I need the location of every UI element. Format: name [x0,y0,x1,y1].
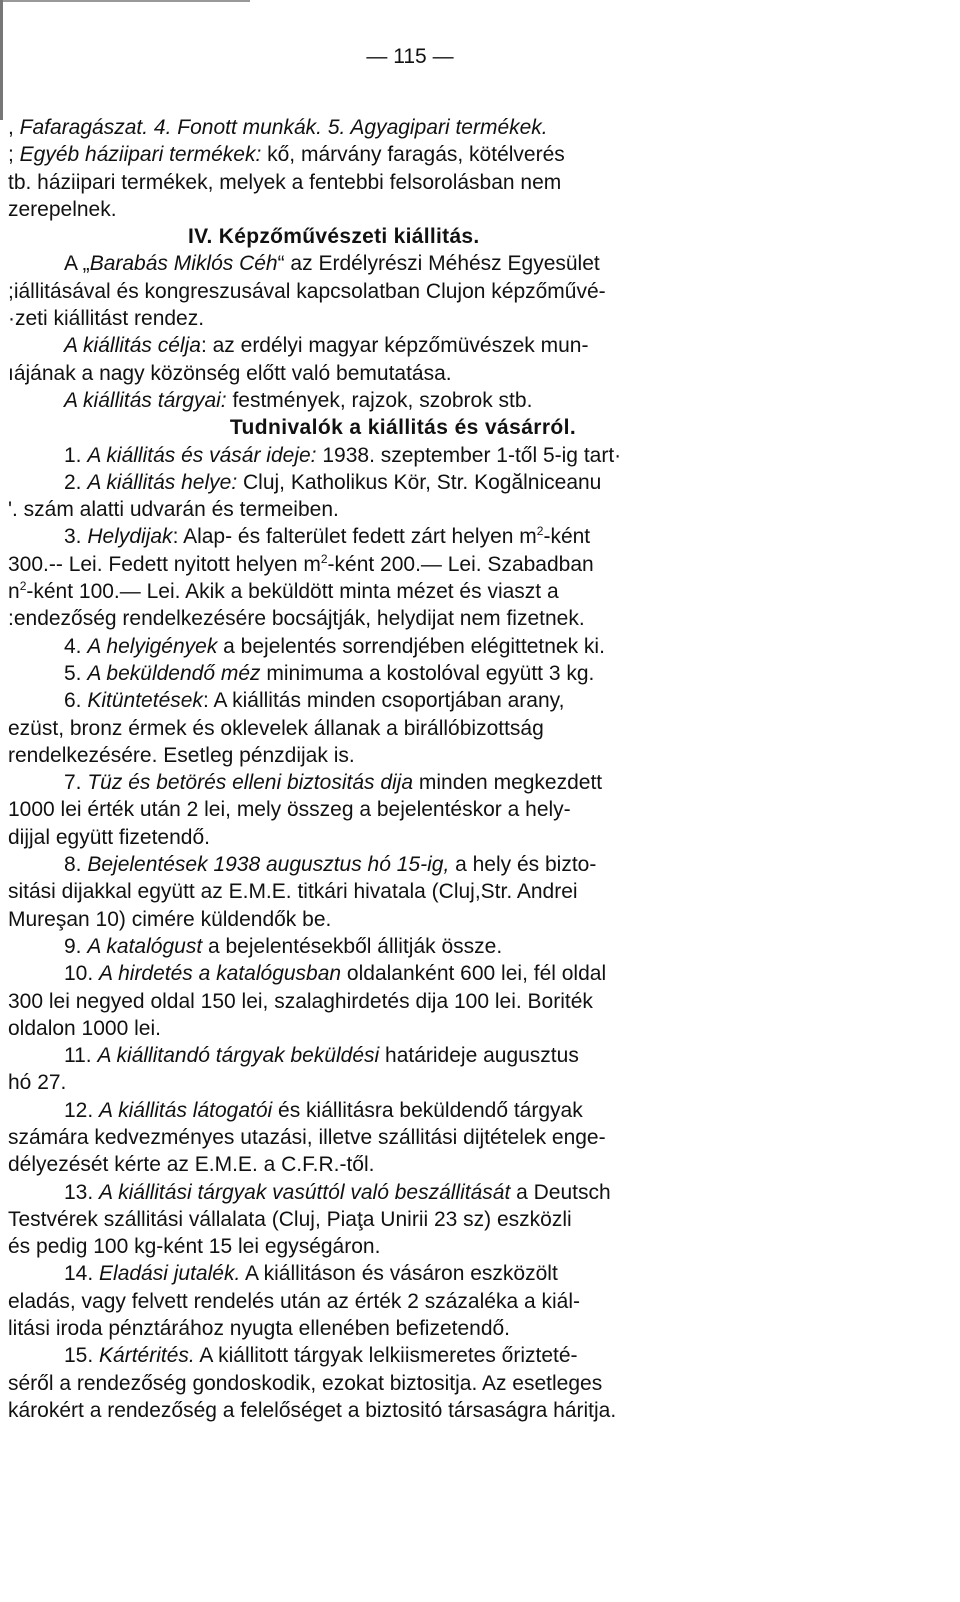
text-line [8,742,798,769]
text-span: tb. háziipari termékek, melyek a fentebbi felsorolásban nem [8,170,562,194]
text-span: és pedig 100 kg-ként 15 lei egységáron. [8,1235,381,1259]
italic-text: A kiállitás és vásár ideje: [87,443,317,467]
text-line [8,1124,798,1151]
document-body [8,114,798,1424]
text-span: 4. [64,634,88,658]
text-span: , [8,116,20,139]
text-span: 14. [64,1262,100,1286]
text-span: 12. [64,1098,100,1122]
text-span: a hely és bizto- [449,853,597,877]
text-line [8,769,798,796]
text-line [8,360,798,387]
text-span: 11. [64,1044,98,1068]
text-span: a bejelentésekből állitják össze. [202,934,503,958]
text-line [8,824,798,851]
text-span: eladás, vagy felvett rendelés után az érték 2 százaléka a kiál- [8,1289,580,1313]
italic-text: Eladási jutalék. [99,1262,241,1286]
text-span: 1938. szeptember 1-től 5-ig tart· [316,443,622,467]
italic-text: A helyigények [87,634,218,658]
text-span: 7. [64,771,88,795]
italic-text: Kitüntetések [87,689,203,713]
text-line [8,851,798,878]
text-span: 5. [64,661,88,685]
italic-text: A kiállitandó tárgyak beküldési [97,1044,380,1068]
text-span: Cluj, Katholikus Kör, Str. Kogălniceanu [237,470,602,494]
scan-edge-top [0,0,250,2]
text-line [8,196,798,223]
text-span: határideje augusztus [379,1044,579,1068]
text-span: a bejelentés sorrendjében elégittetnek ki. [217,634,605,658]
text-span: délyezését kérte az E.M.E. a C.F.R.-től. [8,1153,375,1177]
text-line [8,305,798,332]
text-span: '. szám alatti udvarán és termeiben. [8,498,339,522]
text-span: ;iállitásával és kongreszusával kapcsolatban Clujon képzőművé- [8,279,606,303]
text-line [8,114,798,141]
text-span: “ az Erdélyrészi Méhész Egyesület [277,252,600,276]
text-line [8,1315,798,1342]
text-line [8,605,798,632]
italic-text: A kiállitás tárgyai: [64,388,227,412]
italic-text: A beküldendő méz [87,661,261,685]
text-span: zerepelnek. [8,197,117,221]
text-line [8,387,798,414]
italic-text: A katalógust [87,934,203,958]
text-span: -ként [543,525,591,549]
italic-text: Kártérités. [99,1344,195,1368]
text-span: minden megkezdett [413,771,603,795]
italic-text: A kiállitás helye: [87,470,238,494]
text-span: 1. [64,443,88,467]
text-span: litási iroda pénztárához nyugta ellenében befizetendő. [8,1317,511,1341]
text-line [8,633,798,660]
text-line [8,715,798,742]
text-line [8,278,798,305]
text-line [8,332,798,359]
text-span: számára kedvezményes utazási, illetve szállitási dijtételek enge- [8,1125,606,1149]
text-span: 1000 lei érték után 2 lei, mely összeg a bejelentéskor a hely- [8,798,571,822]
text-span: 2. [64,470,88,494]
text-line [8,1069,798,1096]
text-line [8,1288,798,1315]
text-line [8,1042,798,1069]
text-span: oldalon 1000 lei. [8,1016,161,1040]
text-line [8,1342,798,1369]
text-line [8,988,798,1015]
text-span: 300.-- Lei. Fedett nyitott helyen m [8,552,321,576]
text-span: 15. [64,1344,100,1368]
page-number: — 115 — [366,45,454,68]
text-span: -ként 100.— Lei. Akik a beküldött minta mézet és viaszt a [26,580,559,604]
text-line [8,1233,798,1260]
text-line [8,687,798,714]
text-span: dijjal együtt fizetendő. [8,825,210,849]
text-line [8,796,798,823]
italic-text: A kiállitás látogatói [99,1098,273,1122]
text-span: n [8,580,20,604]
text-line [8,1206,798,1233]
text-span: kő, márvány faragás, kötélverés [261,143,565,167]
text-span: : az erdélyi magyar képzőmüvészek mun- [200,334,589,358]
text-span: ·zeti kiállitást rendez. [8,307,205,331]
text-span: : A kiállitás minden csoportjában arany, [202,689,565,713]
superscript: 2 [320,551,328,566]
superscript: 2 [536,524,544,539]
text-line [8,960,798,987]
text-span: A kiállitott tárgyak lelkiismeretes őrizteté- [194,1344,578,1368]
text-span: A kiállitáson és vásáron eszközölt [240,1262,558,1286]
italic-text: Bejelentések 1938 augusztus hó 15-ig, [87,853,450,877]
superscript: 2 [19,579,27,594]
italic-text: Fafaragászat. 4. Fonott munkák. 5. Agyagipari termékek. [19,116,548,139]
text-span: sitási dijakkal együtt az E.M.E. titkári hivatala (Cluj,Str. Andrei [8,880,578,904]
text-line [8,878,798,905]
text-span: : Alap- és falterület fedett zárt helyen m [172,525,537,549]
text-span: 10. [64,962,100,986]
text-line [8,1179,798,1206]
text-line [8,469,798,496]
text-line [8,1151,798,1178]
text-line [8,1397,798,1424]
section-heading [8,414,798,441]
text-span: 13. [64,1180,100,1204]
text-span: ıájának a nagy közönség előtt való bemutatása. [8,361,452,385]
text-span: rendelkezésére. Esetleg pénzdijak is. [8,743,355,767]
text-span: A „ [64,252,90,276]
italic-text: Barabás Miklós Céh [89,252,278,276]
text-span: a Deutsch [510,1180,611,1204]
text-line [8,496,798,523]
text-span: Testvérek szállitási vállalata (Cluj, Piaţa Unirii 23 sz) eszközli [8,1207,572,1231]
text-span: 8. [64,853,88,877]
text-line [8,523,798,550]
text-line [8,578,798,605]
italic-text: A hirdetés a katalógusban [99,962,342,986]
italic-text: A kiállitás célja [64,334,201,358]
text-line [8,906,798,933]
text-line [8,1097,798,1124]
text-line [8,442,798,469]
text-span: hó 27. [8,1071,67,1095]
text-span: IV. Képzőművészeti kiállitás. [188,225,480,249]
text-line [8,933,798,960]
text-span: séről a rendezőség gondoskodik, ezokat biztositja. Az esetleges [8,1371,603,1395]
text-span: minimuma a kostolóval együtt 3 kg. [260,661,595,685]
text-line [8,551,798,578]
text-span: 3. [64,525,88,549]
text-line [8,1370,798,1397]
section-heading [8,223,798,250]
text-span: 300 lei negyed oldal 150 lei, szalaghirdetés dija 100 lei. Boriték [8,989,593,1013]
italic-text: Helydijak [87,525,173,549]
text-span: és kiállitásra beküldendő tárgyak [272,1098,583,1122]
text-span: :endezőség rendelkezésére bocsájtják, helydijat nem fizetnek. [8,607,585,631]
text-span: Mureşan 10) cimére küldendők be. [8,907,332,931]
text-line [8,660,798,687]
text-span: oldalanként 600 lei, fél oldal [341,962,607,986]
italic-text: A kiállitási tárgyak vasúttól való beszállitását [99,1180,511,1204]
text-span: ezüst, bronz érmek és oklevelek állanak a birállóbizottság [8,716,544,740]
italic-text: Tüz és betörés elleni biztositás dija [87,771,414,795]
text-line [8,250,798,277]
text-span: -ként 200.— Lei. Szabadban [327,552,594,576]
text-line [8,141,798,168]
text-span: károkért a rendezőség a felelőséget a biztositó társaságra háritja. [8,1398,617,1422]
text-span: festmények, rajzok, szobrok stb. [226,388,533,412]
italic-text: Egyéb háziipari termékek: [19,143,262,167]
text-line [8,1015,798,1042]
text-span: 6. [64,689,88,713]
text-span: ; [8,143,20,167]
text-line [8,169,798,196]
text-span: Tudnivalók a kiállitás és vásárról. [229,416,577,440]
text-line [8,1260,798,1287]
text-span: 9. [64,934,88,958]
